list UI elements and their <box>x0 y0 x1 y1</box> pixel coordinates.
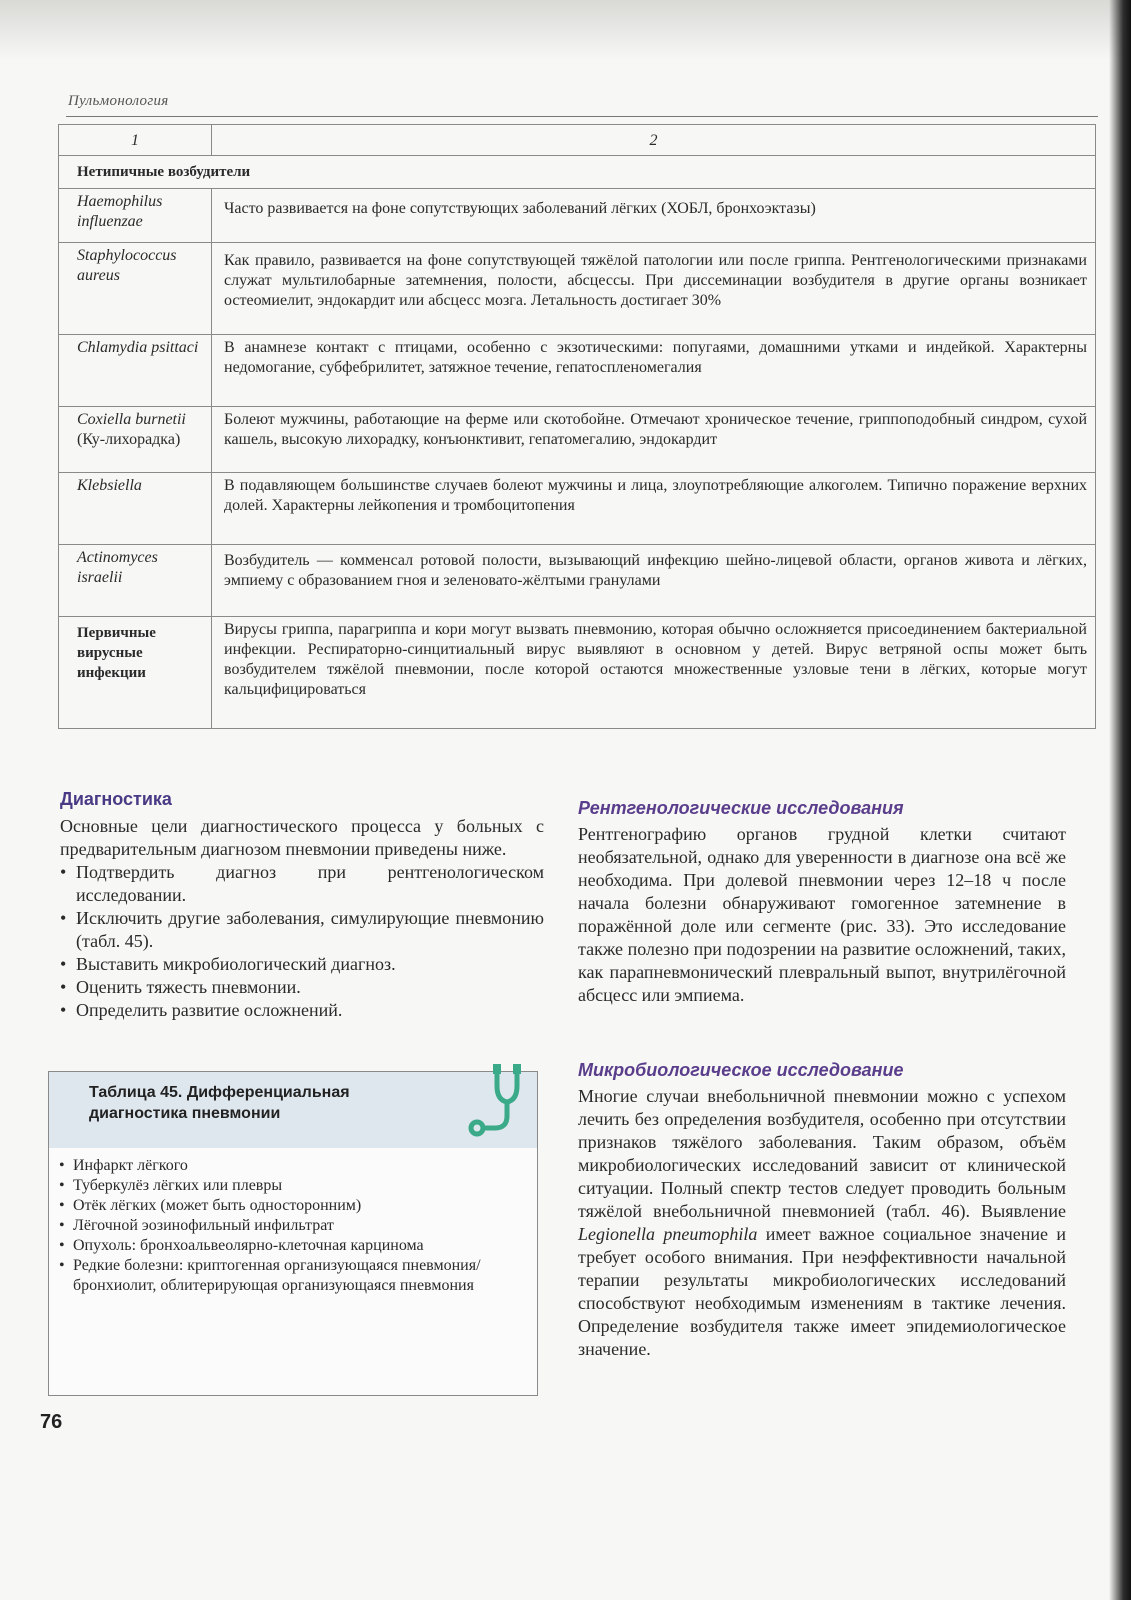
column-header: 2 <box>212 125 1096 156</box>
micro-heading: Микробиологическое исследование <box>578 1060 904 1080</box>
table-section-row <box>59 156 1096 189</box>
list-item: • Оценить тяжесть пневмонии. <box>60 976 544 999</box>
micro-text-part1: Многие случаи внебольничной пневмонии можно с успехом лечить без определения возбудителя, особенно при отсутствии признаков тяжёлого заболевания. Таким образом, объём микробиологических исследований зависит от клинической ситуации. Полный спектр тестов следует проводить больным тяжёлой внебольничной пневмонией (табл. 46). Выявление <box>578 1086 1066 1221</box>
pathogen-name-latin: Coxiella burnetii <box>77 411 186 428</box>
pathogens-table <box>58 124 1096 729</box>
pathogen-name: Chlamydia psittaci <box>59 335 212 407</box>
pathogen-name: Actinomyces israelii <box>59 545 212 617</box>
list-item: • Определить развитие осложнений. <box>60 999 544 1022</box>
list-item: • Редкие болезни: криптогенная организующаяся пневмония/бронхиолит, облитерирующая организующаяся пневмония <box>59 1256 529 1296</box>
xray-text: Рентгенографию органов грудной клетки считают необязательной, однако для уверенности в диагнозе она всё же необходима. При долевой пневмонии через 12–18 ч после начала болезни обнаруживают гомогенное затемнение в поражённой доле или сегменте (рис. 33). Это исследование также полезно при подозрении на развитие осложнений, таких, как парапневмонический плевральный выпот, внутрилёгочной абсцесс или эмпиема. <box>578 824 1066 1005</box>
pathogen-name: Haemophilus influenzae <box>59 189 212 243</box>
table-row <box>59 407 1096 473</box>
table-row <box>59 335 1096 407</box>
pathogen-description: Болеют мужчины, работающие на ферме или скотобойне. Отмечают хроническое течение, гриппоподобный синдром, сухой кашель, высокую лихорадку, конъюнктивит, гепатомегалию, эндокардит <box>212 407 1096 473</box>
table-row <box>59 473 1096 545</box>
diagnostics-list <box>60 861 544 1022</box>
table-row <box>59 243 1096 335</box>
list-item: • Опухоль: бронхоальвеолярно-клеточная карцинома <box>59 1236 529 1256</box>
table-section-title: Нетипичные возбудители <box>59 156 1096 189</box>
column-header: 1 <box>59 125 212 156</box>
table45-box <box>48 1071 538 1396</box>
pathogen-description: Вирусы гриппа, парагриппа и кори могут вызвать пневмонию, которая обычно осложняется присоединением бактериальной инфекции. Респираторно-синцитиальный вирус выявляют в основном у детей. Вирус ветряной оспы может быть возбудителем тяжёлой пневмонии, после которой остаются множественные узловые тени в лёгких, которые могут кальцифицироваться <box>212 617 1096 729</box>
organism-name: Legionella pneumophila <box>578 1224 758 1244</box>
pathogen-name: Первичные вирусные инфекции <box>59 617 212 729</box>
diagnostics-heading: Диагностика <box>60 789 172 809</box>
header-rule <box>66 116 1098 117</box>
running-header: Пульмонология <box>68 93 169 109</box>
table45-title: Таблица 45. Дифференциальная диагностика пневмонии <box>89 1084 350 1122</box>
table45-header <box>49 1072 537 1148</box>
diagnostics-intro: Основные цели диагностического процесса у больных с предварительным диагнозом пневмонии приведены ниже. <box>60 816 544 859</box>
stethoscope-icon <box>467 1060 533 1140</box>
pathogen-description: Часто развивается на фоне сопутствующих заболеваний лёгких (ХОБЛ, бронхоэктазы) <box>212 189 1096 243</box>
pathogen-name: Staphylococcus aureus <box>59 243 212 335</box>
xray-heading: Рентгенологические исследования <box>578 798 904 818</box>
list-item: • Исключить другие заболевания, симулирующие пневмонию (табл. 45). <box>60 907 544 953</box>
pathogen-description: В подавляющем большинстве случаев болеют мужчины и лица, злоупотребляющие алкоголем. Типично поражение верхних долей. Характерны лейкопения и тромбоцитопения <box>212 473 1096 545</box>
page-number: 76 <box>40 1411 63 1433</box>
list-item: • Инфаркт лёгкого <box>59 1156 529 1176</box>
table-row <box>59 617 1096 729</box>
xray-section <box>578 823 1066 1007</box>
list-item: • Выставить микробиологический диагноз. <box>60 953 544 976</box>
list-item: • Подтвердить диагноз при рентгенологическом исследовании. <box>60 861 544 907</box>
scan-top-shadow <box>0 0 1131 60</box>
pathogen-name-alias: (Ку-лихорадка) <box>77 431 181 448</box>
micro-text <box>578 1085 1066 1361</box>
book-spine-shadow <box>1109 0 1131 1600</box>
table-row <box>59 545 1096 617</box>
list-item: • Туберкулёз лёгких или плевры <box>59 1176 529 1196</box>
table45-list <box>59 1156 529 1296</box>
diagnostics-section <box>60 815 544 1022</box>
pathogen-name: Klebsiella <box>59 473 212 545</box>
micro-section <box>578 1085 1066 1361</box>
pathogen-description: Возбудитель — комменсал ротовой полости, вызывающий инфекцию шейно-лицевой области, органов живота и лёгких, эмпиему с образованием гноя и зеленовато-жёлтыми гранулами <box>212 545 1096 617</box>
list-item: • Лёгочной эозинофильный инфильтрат <box>59 1216 529 1236</box>
pathogen-description: В анамнезе контакт с птицами, особенно с экзотическими: попугаями, домашними утками и индейкой. Характерны недомогание, субфебрилитет, затяжное течение, гепатоспленомегалия <box>212 335 1096 407</box>
list-item: • Отёк лёгких (может быть односторонним) <box>59 1196 529 1216</box>
table-header-row <box>59 125 1096 156</box>
micro-text-part2: имеет важное социальное значение и требует особого внимания. При неэффективности начальной терапии результаты микробиологических исследований способствуют необходимым изменениям в тактике лечения. Определение возбудителя также имеет эпидемиологическое значение. <box>578 1224 1066 1359</box>
table-row <box>59 189 1096 243</box>
pathogen-description: Как правило, развивается на фоне сопутствующей тяжёлой патологии или после гриппа. Рентгенологическими признаками служат мультилобарные затемнения, полости, абсцессы. При диссеминации возбудителя в другие органы возникает остеомиелит, эндокардит или абсцесс мозга. Летальность достигает 30% <box>212 243 1096 335</box>
pathogen-name <box>59 407 212 473</box>
